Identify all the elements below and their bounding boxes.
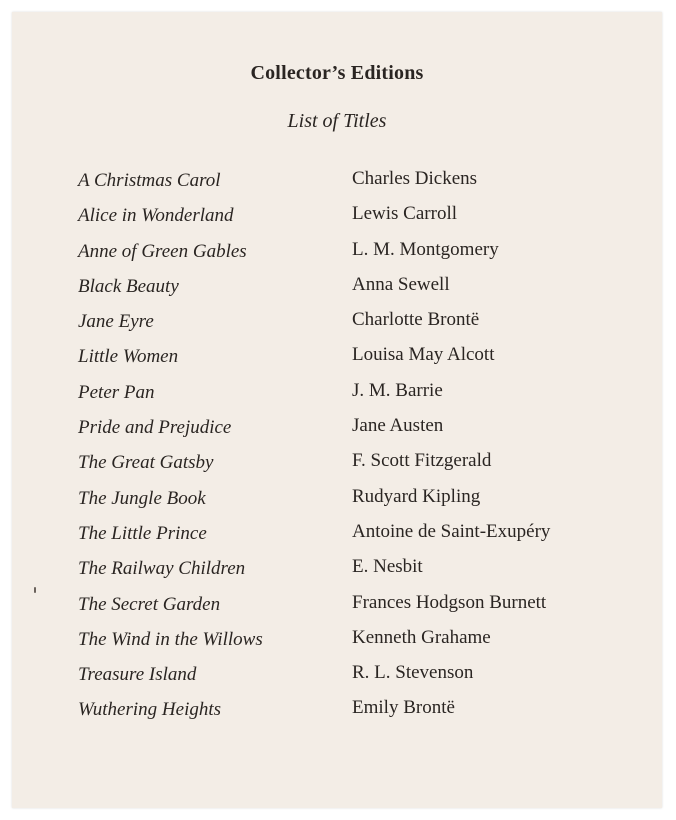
book-author: R. L. Stevenson bbox=[352, 662, 474, 684]
book-author: Anna Sewell bbox=[352, 273, 450, 295]
book-row bbox=[12, 626, 662, 664]
book-title: Black Beauty bbox=[78, 275, 179, 297]
book-title: The Great Gatsby bbox=[78, 452, 214, 474]
book-title: The Railway Children bbox=[78, 558, 246, 580]
book-title: Anne of Green Gables bbox=[78, 240, 247, 262]
book-title: Treasure Island bbox=[78, 664, 197, 686]
book-author: L. M. Montgomery bbox=[352, 238, 499, 260]
book-author: Charles Dickens bbox=[352, 168, 478, 189]
book-title: The Little Prince bbox=[78, 522, 207, 544]
book-row bbox=[12, 558, 662, 593]
book-author: E. Nesbit bbox=[352, 556, 423, 578]
book-author: F. Scott Fitzgerald bbox=[352, 450, 492, 472]
book-row bbox=[12, 485, 662, 523]
book-row bbox=[12, 311, 662, 346]
book-row bbox=[12, 273, 662, 311]
book-row bbox=[12, 699, 662, 734]
book-title: Pride and Prejudice bbox=[78, 417, 232, 439]
book-row bbox=[12, 238, 662, 276]
document-page bbox=[12, 12, 662, 808]
book-row bbox=[12, 417, 662, 452]
document-subtitle: List of Titles bbox=[287, 110, 387, 132]
book-row bbox=[12, 346, 662, 381]
book-list bbox=[12, 170, 662, 735]
book-row bbox=[12, 379, 662, 417]
book-row bbox=[12, 664, 662, 699]
book-author: J. M. Barrie bbox=[352, 379, 443, 401]
book-author: Louisa May Alcott bbox=[352, 344, 495, 366]
book-author: Kenneth Grahame bbox=[352, 626, 491, 648]
book-title: The Secret Garden bbox=[78, 593, 221, 615]
book-title: Jane Eyre bbox=[78, 311, 154, 333]
book-row bbox=[12, 205, 662, 240]
book-author: Rudyard Kipling bbox=[352, 485, 481, 507]
book-author: Antoine de Saint-Exupéry bbox=[352, 520, 551, 542]
book-row bbox=[12, 520, 662, 558]
paper-speck bbox=[34, 587, 36, 593]
book-title: Alice in Wonderland bbox=[78, 205, 234, 227]
book-title: The Wind in the Willows bbox=[78, 628, 263, 650]
book-author: Emily Brontë bbox=[352, 697, 455, 719]
book-author: Charlotte Brontë bbox=[352, 309, 480, 331]
book-row bbox=[12, 170, 662, 205]
document-title: Collector’s Editions bbox=[250, 62, 424, 84]
book-title: A Christmas Carol bbox=[78, 170, 221, 191]
book-title: Wuthering Heights bbox=[78, 699, 222, 721]
book-author: Jane Austen bbox=[352, 415, 444, 437]
book-author: Lewis Carroll bbox=[352, 203, 458, 225]
book-author: Frances Hodgson Burnett bbox=[352, 591, 547, 613]
book-title: Little Women bbox=[78, 346, 179, 368]
book-title: The Jungle Book bbox=[78, 487, 206, 509]
book-title: Peter Pan bbox=[78, 381, 155, 403]
book-row bbox=[12, 452, 662, 487]
book-row bbox=[12, 591, 662, 629]
